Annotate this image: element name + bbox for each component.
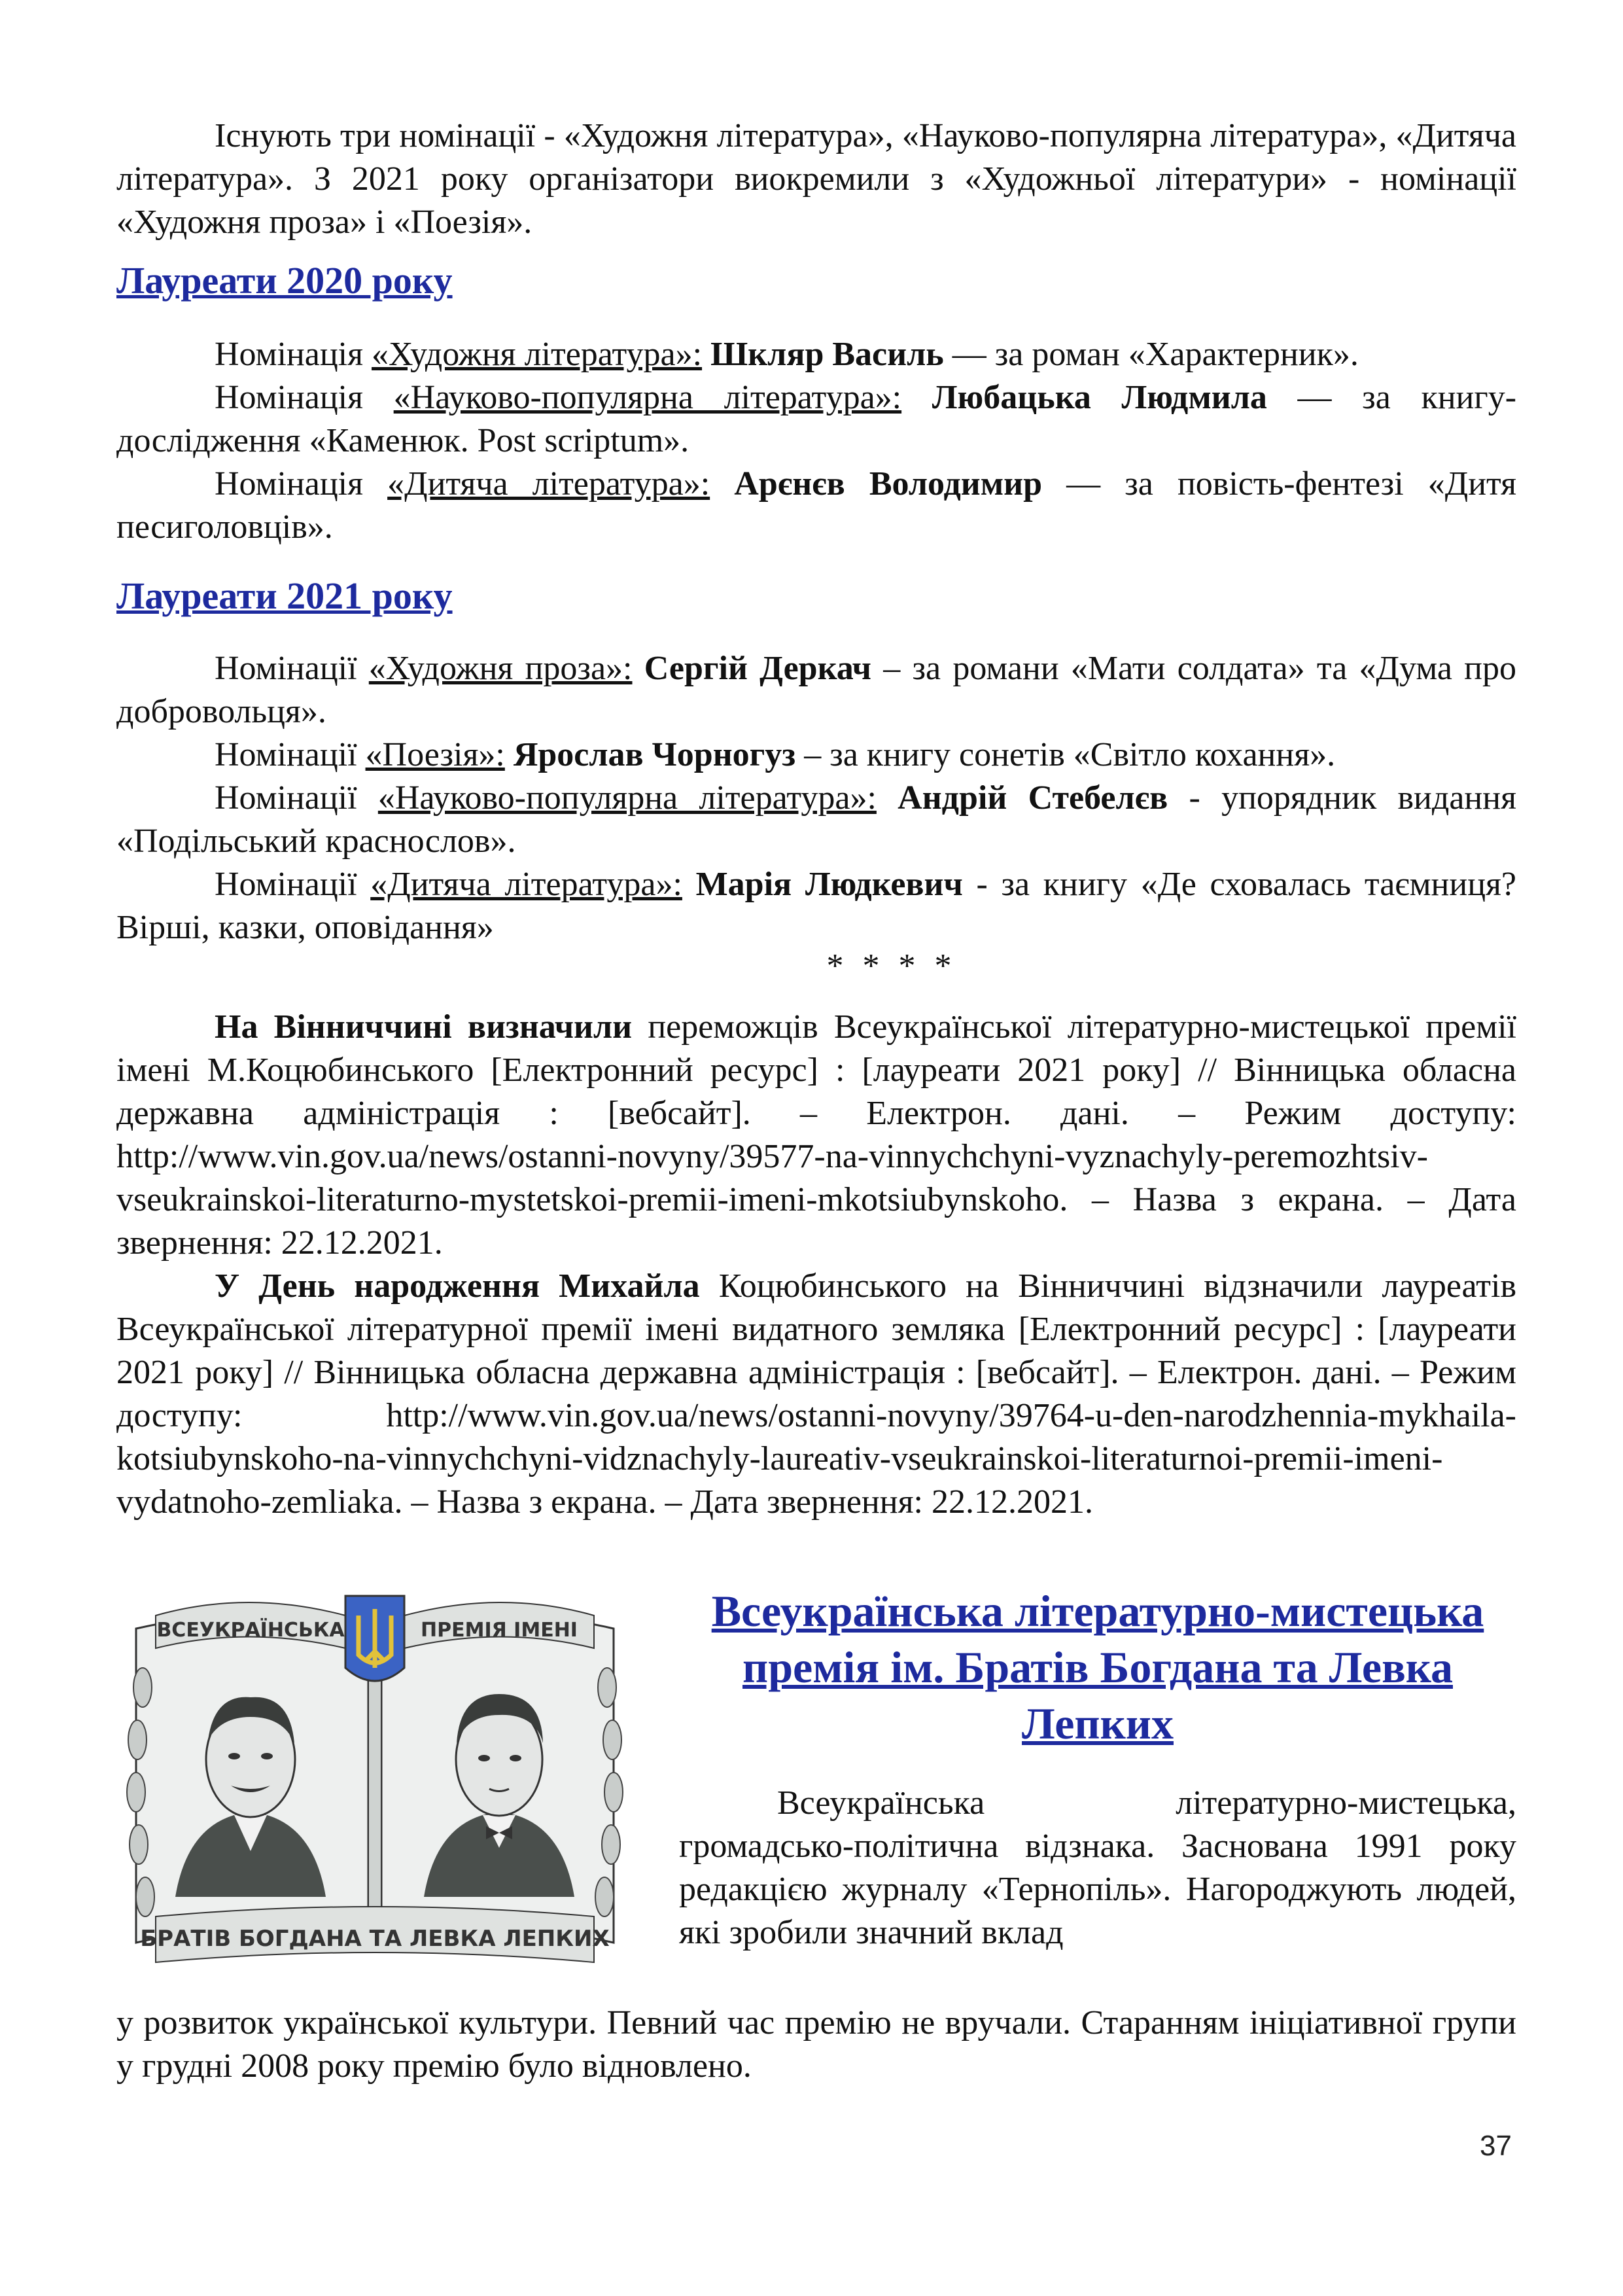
laureate-2021-popular-science: Номінації «Науково-популярна література»: Андрій Стебелєв - упорядник видання «Подільський краснослов». <box>116 779 1516 860</box>
laureate-2021-poetry: Номінації «Поезія»: Ярослав Чорногуз – за книгу сонетів «Світло кохання». <box>215 736 1336 773</box>
page-body <box>116 115 1516 2088</box>
lepky-paragraph-part2: у розвиток української культури. Певний час премію не вручали. Старанням ініціативної групи у грудні 2008 року премію було відновлено. <box>116 2004 1516 2085</box>
laureate-2020-popular-science: Номінація «Науково-популярна література»: Любацька Людмила — за книгу-дослідження «Каменюк. Post scriptum». <box>116 379 1517 459</box>
laureate-2020-children: Номінація «Дитяча література»: Арєнєв Володимир — за повість-фентезі «Дитя песиголовців». <box>116 465 1516 546</box>
intro-paragraph: Існують три номінації - «Художня література», «Науково-популярна література», «Дитяча література». З 2021 року організатори виокремили з «Художньої літератури» - номінації «Художня проза» і «Поезія». <box>116 117 1516 241</box>
category-link[interactable]: «Дитяча література»: <box>387 465 710 503</box>
laureate-2021-children: Номінації «Дитяча література»: Марія Людкевич - за книгу «Де сховалась таємниця? Вірші, казки, оповідання» <box>116 866 1517 946</box>
page-number: 37 <box>1480 2130 1512 2162</box>
category-link[interactable]: «Художня література»: <box>372 336 703 373</box>
lepky-prize-section <box>116 1583 1516 2002</box>
reference-entry: У День народження Михайла Коцюбинського на Вінниччині відзначили лауреатів Всеукраїнської літературної премії імені видатного земляка [Електронний ресурс] : [лауреати 2021 року] // Вінницька обласна державна адміністрація : [вебсайт]. – Електрон. дані. – Режим доступу: http://www.vin.gov.ua/news/ostanni-novyny/39764-u-den-narodzhennia-mykhaila-kotsiubynskoho-na-vinnychchyni-vidznachyly-laureativ-vseukrainskoi-literaturnoi-premii-imeni-vydatnoho-zemliaka. – Назва з екрана. – Дата звернення: 22.12.2021. <box>116 1267 1516 1521</box>
laureate-2020-fiction: Номінація «Художня література»: Шкляр Василь — за роман «Характерник». <box>215 336 1359 373</box>
section-separator: * * * * <box>826 947 957 985</box>
category-link[interactable]: «Художня проза»: <box>368 650 633 687</box>
heading-laureates-2020[interactable]: Лауреати 2020 року <box>116 259 453 302</box>
trident-emblem-icon <box>345 1596 404 1681</box>
heading-laureates-2021[interactable]: Лауреати 2021 року <box>116 574 453 617</box>
lepky-paragraph-part1: Всеукраїнська літературно-мистецька, громадсько-політична відзнака. Заснована 1991 року редакцією журналу «Тернопіль». Нагороджують людей, які зробили значний вклад <box>679 1784 1516 1951</box>
laureate-2021-prose: Номінації «Художня проза»: Сергій Деркач – за романи «Мати солдата» та «Дума про добровольця». <box>116 650 1517 730</box>
banner-left-text: ВСЕУКРАЇНСЬКА <box>156 1619 345 1642</box>
category-link[interactable]: «Дитяча література»: <box>370 866 682 903</box>
banner-right-text: ПРЕМІЯ ІМЕНІ <box>421 1619 578 1642</box>
lepky-brothers-illustration <box>116 1589 633 1995</box>
reference-entry: На Вінниччині визначили переможців Всеукраїнської літературно-мистецької премії імені М.Коцюбинського [Електронний ресурс] : [лауреати 2021 року] // Вінницька обласна державна адміністрація : [вебсайт]. – Електрон. дані. – Режим доступу: http://www.vin.gov.ua/news/ostanni-novyny/39577-na-vinnychchyni-vyznachyly-peremozhtsiv-vseukrainskoi-literaturno-mystetskoi-premii-imeni-mkotsiubynskoho. – Назва з екрана. – Дата звернення: 22.12.2021. <box>116 1008 1516 1262</box>
banner-bottom-text: БРАТІВ БОГДАНА ТА ЛЕВКА ЛЕПКИХ <box>140 1926 610 1952</box>
category-link[interactable]: «Науково-популярна література»: <box>393 379 902 416</box>
lepky-right-column <box>679 1583 1516 1954</box>
category-link[interactable]: «Поезія»: <box>365 736 505 773</box>
category-link[interactable]: «Науково-популярна література»: <box>377 779 877 817</box>
heading-lepky-prize[interactable]: Всеукраїнська літературно-мистецька премія ім. Братів Богдана та Левка Лепких <box>711 1586 1484 1748</box>
